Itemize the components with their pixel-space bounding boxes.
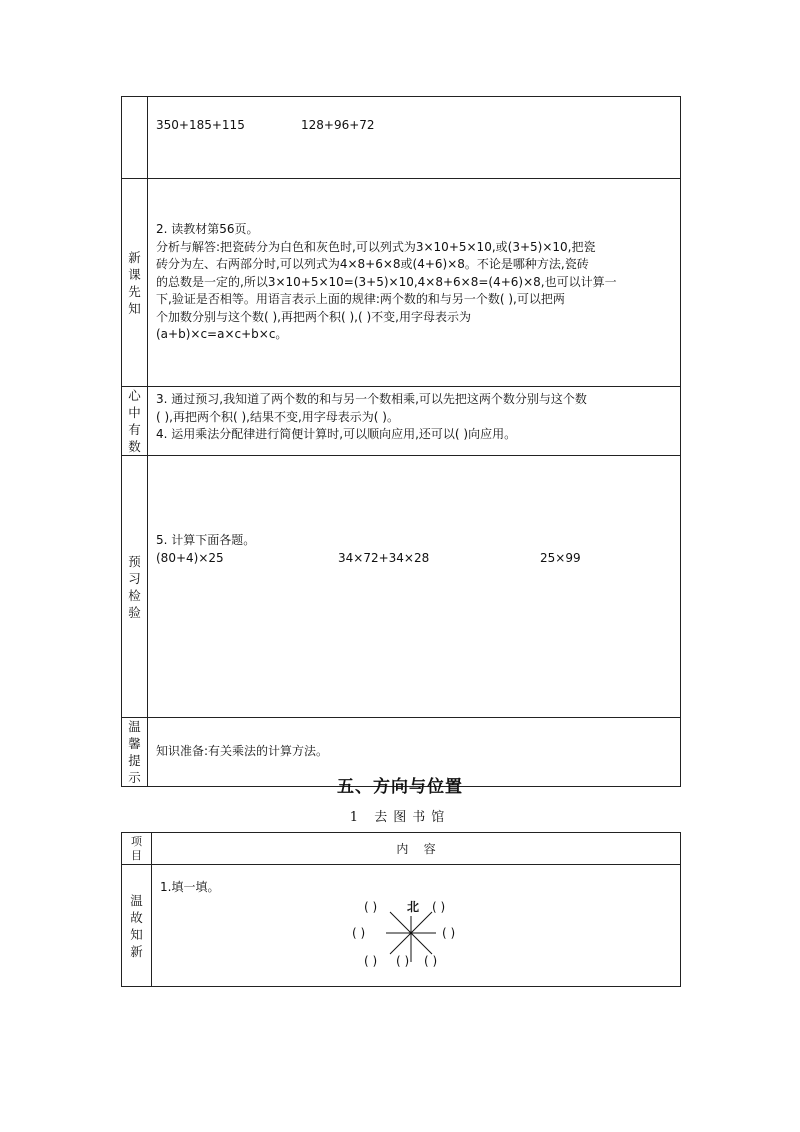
blank-east: ( ) bbox=[442, 925, 456, 940]
expression: 128+96+72 bbox=[301, 118, 375, 132]
row-content bbox=[148, 456, 681, 718]
row-label: 心中有数 bbox=[122, 387, 148, 456]
table-row bbox=[122, 456, 681, 718]
header-label: 项目 bbox=[122, 833, 152, 865]
question-line: 2. 读教材第56页。 bbox=[156, 222, 259, 236]
row-label: 温馨提示 bbox=[122, 718, 148, 787]
table-row bbox=[122, 179, 681, 387]
row-label bbox=[122, 97, 148, 179]
row-content bbox=[148, 97, 681, 179]
row-label: 新课先知 bbox=[122, 179, 148, 387]
row-content: 知识准备:有关乘法的计算方法。 bbox=[148, 718, 681, 787]
blank-west: ( ) bbox=[352, 925, 366, 940]
row-content bbox=[148, 387, 681, 456]
text-line: 分析与解答:把瓷砖分为白色和灰色时,可以列式为3×10+5×10,或(3+5)×10,把瓷 bbox=[156, 239, 596, 254]
worksheet-table-1 bbox=[121, 96, 681, 787]
row-label: 预习检验 bbox=[122, 456, 148, 718]
table-header-row bbox=[122, 833, 681, 865]
row-label: 温故知新 bbox=[122, 865, 152, 987]
table-row bbox=[122, 387, 681, 456]
question-line: 5. 计算下面各题。 bbox=[156, 533, 256, 547]
expression: (80+4)×25 bbox=[156, 550, 224, 565]
text-line: ( ),再把两个积( ),结果不变,用字母表示为( )。 bbox=[156, 409, 399, 424]
expression: 25×99 bbox=[540, 550, 581, 565]
blank-south: ( ) bbox=[396, 953, 410, 968]
lesson-title: 1 去图书馆 bbox=[349, 810, 451, 825]
expression: 350+185+115 bbox=[156, 118, 245, 132]
text-line: 的总数是一定的,所以3×10+5×10=(3+5)×10,4×8+6×8=(4+6)×8,也可以计算一 bbox=[156, 274, 617, 289]
worksheet-table-2 bbox=[121, 832, 681, 987]
text-line: 砖分为左、右两部分时,可以列式为4×8+6×8或(4+6)×8。不论是哪种方法,瓷砖 bbox=[156, 257, 589, 271]
row-content bbox=[152, 865, 681, 987]
header-content: 内 容 bbox=[152, 833, 681, 865]
table-row bbox=[122, 97, 681, 179]
north-label: 北 bbox=[407, 899, 419, 917]
blank-northeast: ( ) bbox=[432, 899, 446, 914]
table-row bbox=[122, 865, 681, 987]
row-content bbox=[148, 179, 681, 387]
section-title: 五、方向与位置 bbox=[337, 777, 463, 797]
question-line: 4. 运用乘法分配律进行简便计算时,可以顺向应用,还可以( )向应用。 bbox=[156, 427, 517, 441]
compass-diagram bbox=[352, 899, 496, 981]
text-line: 个加数分别与这个数( ),再把两个积( ),( )不变,用字母表示为 bbox=[156, 309, 471, 324]
blank-northwest: ( ) bbox=[364, 899, 378, 914]
blank-southwest: ( ) bbox=[364, 953, 378, 968]
formula-line: (a+b)×c=a×c+b×c。 bbox=[156, 327, 288, 341]
blank-southeast: ( ) bbox=[424, 953, 438, 968]
question-line: 1.填一填。 bbox=[160, 880, 220, 894]
question-line: 3. 通过预习,我知道了两个数的和与另一个数相乘,可以先把这两个数分别与这个数 bbox=[156, 392, 587, 406]
text-line: 下,验证是否相等。用语言表示上面的规律:两个数的和与另一个数( ),可以把两 bbox=[156, 292, 565, 306]
expression: 34×72+34×28 bbox=[338, 550, 430, 565]
